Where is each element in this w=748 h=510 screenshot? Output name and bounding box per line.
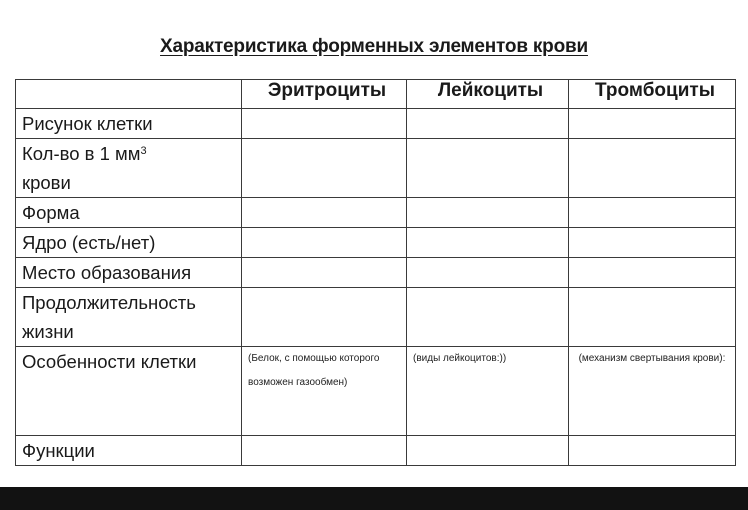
note-leukocyte-types[interactable]: (виды лейкоцитов:)) [407, 347, 569, 436]
table-row [16, 109, 736, 139]
table-cell[interactable] [569, 109, 736, 139]
document-title: Характеристика форменных элементов крови [160, 36, 588, 57]
table-row [16, 347, 736, 436]
header-leukocytes: Лейкоциты [407, 80, 569, 109]
table-cell[interactable] [242, 109, 407, 139]
table-cell[interactable] [407, 109, 569, 139]
row-label-count-per-mm3 [16, 139, 242, 198]
table-cell[interactable] [569, 139, 736, 198]
table-cell[interactable] [242, 436, 407, 466]
header-erythrocytes: Эритроциты [242, 80, 407, 109]
table-cell[interactable] [407, 288, 569, 347]
table-cell[interactable] [242, 288, 407, 347]
table-cell[interactable] [407, 258, 569, 288]
blood-cells-table [15, 79, 736, 466]
note-coagulation-mechanism[interactable]: (механизм свертывания крови): [569, 347, 736, 436]
header-thrombocytes: Тромбоциты [569, 80, 736, 109]
table-cell[interactable] [569, 198, 736, 228]
row-label-shape: Форма [16, 198, 242, 228]
note-erythrocytes-protein[interactable]: (Белок, с помощью которого возможен газообмен) [242, 347, 407, 436]
table-cell[interactable] [242, 228, 407, 258]
table-cell[interactable] [569, 436, 736, 466]
table-cell[interactable] [407, 139, 569, 198]
row-label-text: Кол-во в 1 мм [22, 143, 141, 164]
table-cell[interactable] [407, 198, 569, 228]
table-cell[interactable] [407, 436, 569, 466]
table-cell[interactable] [242, 139, 407, 198]
row-label-functions: Функции [16, 436, 242, 466]
row-label-nucleus: Ядро (есть/нет) [16, 228, 242, 258]
row-label-origin-place: Место образования [16, 258, 242, 288]
row-label-text-line2: крови [22, 172, 71, 193]
table-cell[interactable] [569, 258, 736, 288]
table-row [16, 228, 736, 258]
row-label-lifespan: Продолжительность жизни [16, 288, 242, 347]
row-label-cell-features: Особенности клетки [16, 347, 242, 436]
table-cell[interactable] [242, 198, 407, 228]
table-row [16, 139, 736, 198]
table-row [16, 288, 736, 347]
table-row [16, 436, 736, 466]
table-cell[interactable] [242, 258, 407, 288]
table-cell[interactable] [407, 228, 569, 258]
table-header-row [16, 80, 736, 109]
row-label-cell-drawing: Рисунок клетки [16, 109, 242, 139]
table-cell[interactable] [569, 288, 736, 347]
table-row [16, 198, 736, 228]
bottom-dark-bar [0, 487, 748, 510]
table-row [16, 258, 736, 288]
header-cell-empty [16, 80, 242, 109]
table-cell[interactable] [569, 228, 736, 258]
superscript-exponent: 3 [140, 145, 147, 157]
